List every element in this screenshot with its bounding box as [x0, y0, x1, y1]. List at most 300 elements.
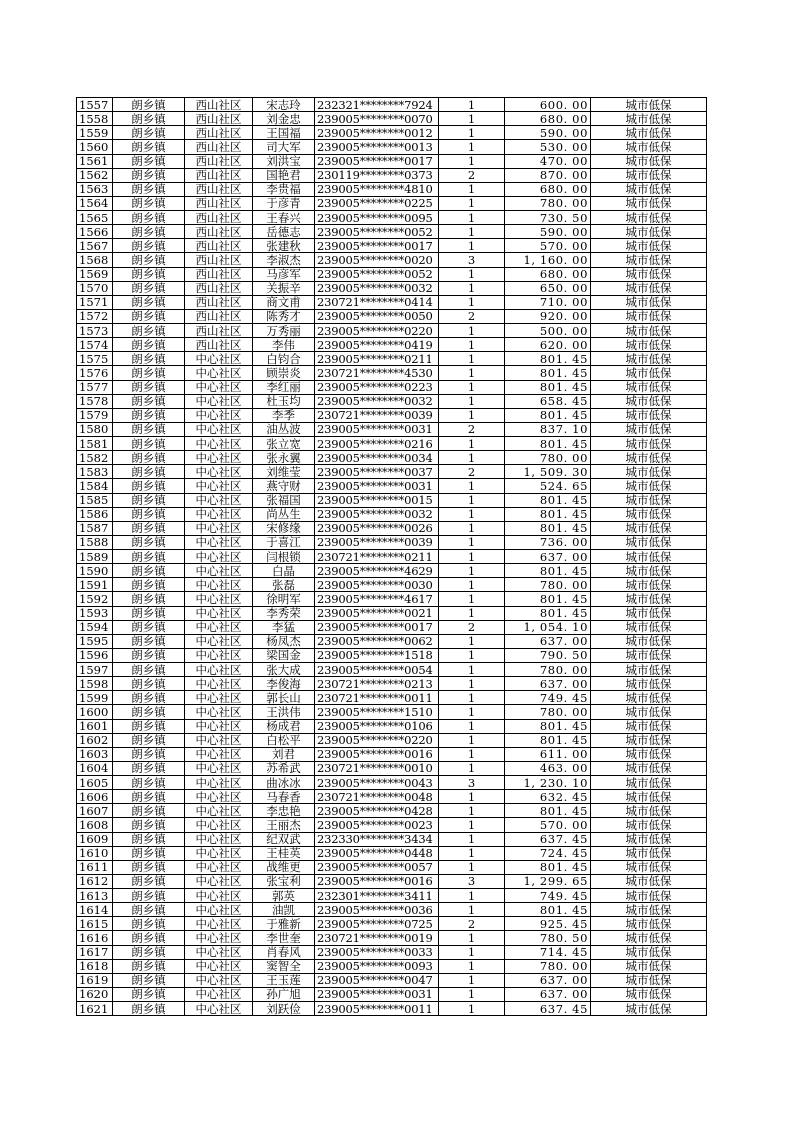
id-number-cell: 239005********0013: [315, 140, 439, 154]
serial-number-cell: 1597: [77, 663, 113, 677]
assistance-type-cell: 城市低保: [591, 493, 707, 507]
recipient-name-cell: 李季: [253, 408, 315, 422]
id-number-cell: 239005********0448: [315, 846, 439, 860]
recipient-name-cell: 于雅新: [253, 917, 315, 931]
recipient-name-cell: 李淑杰: [253, 253, 315, 267]
assistance-type-cell: 城市低保: [591, 620, 707, 634]
community-cell: 西山社区: [185, 112, 253, 126]
amount-cell: 736. 00: [505, 535, 591, 549]
community-cell: 中心社区: [185, 648, 253, 662]
town-cell: 朗乡镇: [113, 437, 185, 451]
amount-cell: 730. 50: [505, 211, 591, 225]
id-number-cell: 239005********0023: [315, 818, 439, 832]
serial-number-cell: 1587: [77, 521, 113, 535]
id-number-cell: 239005********4629: [315, 564, 439, 578]
household-size-cell: 3: [439, 776, 505, 790]
amount-cell: 570. 00: [505, 239, 591, 253]
community-cell: 中心社区: [185, 479, 253, 493]
recipient-name-cell: 宋志玲: [253, 98, 315, 112]
serial-number-cell: 1589: [77, 550, 113, 564]
serial-number-cell: 1599: [77, 691, 113, 705]
id-number-cell: 239005********0031: [315, 987, 439, 1001]
community-cell: 中心社区: [185, 973, 253, 987]
amount-cell: 801. 45: [505, 592, 591, 606]
amount-cell: 1, 054. 10: [505, 620, 591, 634]
assistance-type-cell: 城市低保: [591, 776, 707, 790]
id-number-cell: 232301********3411: [315, 889, 439, 903]
town-cell: 朗乡镇: [113, 126, 185, 140]
household-size-cell: 2: [439, 309, 505, 323]
household-size-cell: 1: [439, 507, 505, 521]
recipient-name-cell: 刘洪宝: [253, 154, 315, 168]
amount-cell: 637. 45: [505, 1002, 591, 1016]
town-cell: 朗乡镇: [113, 648, 185, 662]
household-size-cell: 1: [439, 663, 505, 677]
id-number-cell: 239005********0052: [315, 267, 439, 281]
recipient-name-cell: 李贵福: [253, 182, 315, 196]
id-number-cell: 239005********0428: [315, 804, 439, 818]
serial-number-cell: 1606: [77, 790, 113, 804]
town-cell: 朗乡镇: [113, 182, 185, 196]
town-cell: 朗乡镇: [113, 634, 185, 648]
community-cell: 中心社区: [185, 818, 253, 832]
assistance-type-cell: 城市低保: [591, 578, 707, 592]
serial-number-cell: 1602: [77, 733, 113, 747]
amount-cell: 925. 45: [505, 917, 591, 931]
town-cell: 朗乡镇: [113, 931, 185, 945]
community-cell: 中心社区: [185, 804, 253, 818]
id-number-cell: 239005********0011: [315, 1002, 439, 1016]
town-cell: 朗乡镇: [113, 380, 185, 394]
serial-number-cell: 1596: [77, 648, 113, 662]
id-number-cell: 239005********0052: [315, 225, 439, 239]
serial-number-cell: 1565: [77, 211, 113, 225]
town-cell: 朗乡镇: [113, 761, 185, 775]
recipient-name-cell: 关振辛: [253, 281, 315, 295]
town-cell: 朗乡镇: [113, 521, 185, 535]
community-cell: 中心社区: [185, 408, 253, 422]
id-number-cell: 239005********0037: [315, 465, 439, 479]
community-cell: 中心社区: [185, 945, 253, 959]
community-cell: 中心社区: [185, 1002, 253, 1016]
household-size-cell: 1: [439, 493, 505, 507]
household-size-cell: 1: [439, 677, 505, 691]
id-number-cell: 239005********0036: [315, 903, 439, 917]
community-cell: 中心社区: [185, 493, 253, 507]
household-size-cell: 1: [439, 196, 505, 210]
assistance-type-cell: 城市低保: [591, 267, 707, 281]
town-cell: 朗乡镇: [113, 804, 185, 818]
assistance-type-cell: 城市低保: [591, 691, 707, 705]
serial-number-cell: 1610: [77, 846, 113, 860]
community-cell: 中心社区: [185, 959, 253, 973]
recipient-name-cell: 苏希武: [253, 761, 315, 775]
town-cell: 朗乡镇: [113, 959, 185, 973]
id-number-cell: 239005********0032: [315, 507, 439, 521]
assistance-type-cell: 城市低保: [591, 832, 707, 846]
town-cell: 朗乡镇: [113, 338, 185, 352]
household-size-cell: 1: [439, 705, 505, 719]
table-row: [77, 98, 707, 112]
community-cell: 中心社区: [185, 832, 253, 846]
serial-number-cell: 1566: [77, 225, 113, 239]
recipient-name-cell: 马春香: [253, 790, 315, 804]
amount-cell: 637. 00: [505, 550, 591, 564]
table-row: [77, 338, 707, 352]
town-cell: 朗乡镇: [113, 846, 185, 860]
table-row: [77, 973, 707, 987]
town-cell: 朗乡镇: [113, 493, 185, 507]
serial-number-cell: 1568: [77, 253, 113, 267]
household-size-cell: 1: [439, 225, 505, 239]
community-cell: 中心社区: [185, 874, 253, 888]
community-cell: 中心社区: [185, 578, 253, 592]
id-number-cell: 230721********0211: [315, 550, 439, 564]
table-row: [77, 380, 707, 394]
assistance-type-cell: 城市低保: [591, 535, 707, 549]
household-size-cell: 2: [439, 168, 505, 182]
town-cell: 朗乡镇: [113, 889, 185, 903]
community-cell: 中心社区: [185, 592, 253, 606]
amount-cell: 530. 00: [505, 140, 591, 154]
table-row: [77, 550, 707, 564]
recipient-name-cell: 孙广旭: [253, 987, 315, 1001]
id-number-cell: 232321********7924: [315, 98, 439, 112]
household-size-cell: 1: [439, 140, 505, 154]
recipient-name-cell: 李俊海: [253, 677, 315, 691]
community-cell: 中心社区: [185, 889, 253, 903]
table-row: [77, 182, 707, 196]
community-cell: 中心社区: [185, 677, 253, 691]
household-size-cell: 1: [439, 719, 505, 733]
serial-number-cell: 1603: [77, 747, 113, 761]
id-number-cell: 239005********0032: [315, 281, 439, 295]
assistance-type-cell: 城市低保: [591, 747, 707, 761]
town-cell: 朗乡镇: [113, 677, 185, 691]
id-number-cell: 239005********0017: [315, 620, 439, 634]
community-cell: 中心社区: [185, 606, 253, 620]
serial-number-cell: 1601: [77, 719, 113, 733]
town-cell: 朗乡镇: [113, 578, 185, 592]
table-row: [77, 804, 707, 818]
table-row: [77, 507, 707, 521]
table-row: [77, 634, 707, 648]
amount-cell: 801. 45: [505, 719, 591, 733]
assistance-type-cell: 城市低保: [591, 98, 707, 112]
community-cell: 中心社区: [185, 380, 253, 394]
town-cell: 朗乡镇: [113, 196, 185, 210]
town-cell: 朗乡镇: [113, 154, 185, 168]
town-cell: 朗乡镇: [113, 422, 185, 436]
id-number-cell: 239005********0211: [315, 352, 439, 366]
table-row: [77, 889, 707, 903]
serial-number-cell: 1558: [77, 112, 113, 126]
amount-cell: 801. 45: [505, 408, 591, 422]
community-cell: 西山社区: [185, 267, 253, 281]
table-row: [77, 987, 707, 1001]
household-size-cell: 1: [439, 564, 505, 578]
assistance-type-cell: 城市低保: [591, 959, 707, 973]
id-number-cell: 239005********0216: [315, 437, 439, 451]
amount-cell: 500. 00: [505, 324, 591, 338]
id-number-cell: 239005********0047: [315, 973, 439, 987]
town-cell: 朗乡镇: [113, 309, 185, 323]
amount-cell: 837. 10: [505, 422, 591, 436]
household-size-cell: 1: [439, 211, 505, 225]
id-number-cell: 239005********0031: [315, 479, 439, 493]
id-number-cell: 239005********0026: [315, 521, 439, 535]
assistance-type-cell: 城市低保: [591, 846, 707, 860]
household-size-cell: 2: [439, 620, 505, 634]
town-cell: 朗乡镇: [113, 945, 185, 959]
recipient-name-cell: 李秀荣: [253, 606, 315, 620]
household-size-cell: 1: [439, 846, 505, 860]
amount-cell: 637. 00: [505, 634, 591, 648]
town-cell: 朗乡镇: [113, 225, 185, 239]
id-number-cell: 239005********4617: [315, 592, 439, 606]
table-row: [77, 437, 707, 451]
amount-cell: 801. 45: [505, 366, 591, 380]
household-size-cell: 2: [439, 917, 505, 931]
town-cell: 朗乡镇: [113, 550, 185, 564]
amount-cell: 1, 509. 30: [505, 465, 591, 479]
assistance-type-cell: 城市低保: [591, 677, 707, 691]
town-cell: 朗乡镇: [113, 733, 185, 747]
assistance-type-cell: 城市低保: [591, 1002, 707, 1016]
id-number-cell: 239005********4810: [315, 182, 439, 196]
household-size-cell: 1: [439, 126, 505, 140]
table-row: [77, 903, 707, 917]
table-row: [77, 1002, 707, 1016]
household-size-cell: 1: [439, 733, 505, 747]
id-number-cell: 239005********0223: [315, 380, 439, 394]
household-size-cell: 1: [439, 578, 505, 592]
community-cell: 中心社区: [185, 352, 253, 366]
town-cell: 朗乡镇: [113, 295, 185, 309]
assistance-type-cell: 城市低保: [591, 521, 707, 535]
community-cell: 中心社区: [185, 691, 253, 705]
town-cell: 朗乡镇: [113, 874, 185, 888]
assistance-type-cell: 城市低保: [591, 931, 707, 945]
community-cell: 中心社区: [185, 507, 253, 521]
community-cell: 中心社区: [185, 917, 253, 931]
id-number-cell: 239005********0093: [315, 959, 439, 973]
recipient-name-cell: 曲冰冰: [253, 776, 315, 790]
town-cell: 朗乡镇: [113, 903, 185, 917]
serial-number-cell: 1591: [77, 578, 113, 592]
serial-number-cell: 1564: [77, 196, 113, 210]
amount-cell: 658. 45: [505, 394, 591, 408]
amount-cell: 590. 00: [505, 126, 591, 140]
household-size-cell: 1: [439, 903, 505, 917]
id-number-cell: 230721********0213: [315, 677, 439, 691]
serial-number-cell: 1561: [77, 154, 113, 168]
serial-number-cell: 1615: [77, 917, 113, 931]
community-cell: 中心社区: [185, 846, 253, 860]
assistance-type-cell: 城市低保: [591, 140, 707, 154]
serial-number-cell: 1598: [77, 677, 113, 691]
assistance-type-cell: 城市低保: [591, 479, 707, 493]
serial-number-cell: 1600: [77, 705, 113, 719]
id-number-cell: 239005********0095: [315, 211, 439, 225]
table-row: [77, 479, 707, 493]
serial-number-cell: 1562: [77, 168, 113, 182]
town-cell: 朗乡镇: [113, 564, 185, 578]
table-row: [77, 606, 707, 620]
table-row: [77, 168, 707, 182]
table-row: [77, 408, 707, 422]
household-size-cell: 1: [439, 987, 505, 1001]
table-row: [77, 126, 707, 140]
id-number-cell: 239005********0057: [315, 860, 439, 874]
town-cell: 朗乡镇: [113, 253, 185, 267]
serial-number-cell: 1570: [77, 281, 113, 295]
assistance-type-cell: 城市低保: [591, 945, 707, 959]
recipient-name-cell: 王桂英: [253, 846, 315, 860]
serial-number-cell: 1607: [77, 804, 113, 818]
amount-cell: 463. 00: [505, 761, 591, 775]
town-cell: 朗乡镇: [113, 535, 185, 549]
assistance-type-cell: 城市低保: [591, 366, 707, 380]
serial-number-cell: 1617: [77, 945, 113, 959]
serial-number-cell: 1563: [77, 182, 113, 196]
serial-number-cell: 1592: [77, 592, 113, 606]
serial-number-cell: 1619: [77, 973, 113, 987]
household-size-cell: 1: [439, 634, 505, 648]
serial-number-cell: 1581: [77, 437, 113, 451]
id-number-cell: 230721********0011: [315, 691, 439, 705]
amount-cell: 749. 45: [505, 691, 591, 705]
assistance-type-cell: 城市低保: [591, 451, 707, 465]
community-cell: 中心社区: [185, 394, 253, 408]
household-size-cell: 3: [439, 874, 505, 888]
amount-cell: 780. 00: [505, 578, 591, 592]
serial-number-cell: 1560: [77, 140, 113, 154]
table-row: [77, 761, 707, 775]
id-number-cell: 239005********0016: [315, 874, 439, 888]
household-size-cell: 1: [439, 648, 505, 662]
recipient-name-cell: 战维更: [253, 860, 315, 874]
amount-cell: 470. 00: [505, 154, 591, 168]
amount-cell: 801. 45: [505, 606, 591, 620]
recipient-name-cell: 李忠艳: [253, 804, 315, 818]
recipient-name-cell: 白钧合: [253, 352, 315, 366]
household-size-cell: 3: [439, 253, 505, 267]
community-cell: 中心社区: [185, 761, 253, 775]
amount-cell: 780. 00: [505, 196, 591, 210]
serial-number-cell: 1569: [77, 267, 113, 281]
roster-body: [77, 98, 707, 1016]
amount-cell: 801. 45: [505, 521, 591, 535]
id-number-cell: 239005********0034: [315, 451, 439, 465]
recipient-name-cell: 王丽杰: [253, 818, 315, 832]
recipient-name-cell: 张磊: [253, 578, 315, 592]
id-number-cell: 239005********0220: [315, 733, 439, 747]
amount-cell: 790. 50: [505, 648, 591, 662]
serial-number-cell: 1620: [77, 987, 113, 1001]
household-size-cell: 1: [439, 535, 505, 549]
serial-number-cell: 1585: [77, 493, 113, 507]
serial-number-cell: 1557: [77, 98, 113, 112]
amount-cell: 780. 50: [505, 931, 591, 945]
table-row: [77, 747, 707, 761]
household-size-cell: 2: [439, 422, 505, 436]
community-cell: 西山社区: [185, 253, 253, 267]
serial-number-cell: 1613: [77, 889, 113, 903]
table-row: [77, 196, 707, 210]
table-row: [77, 564, 707, 578]
id-number-cell: 239005********0020: [315, 253, 439, 267]
community-cell: 西山社区: [185, 182, 253, 196]
household-size-cell: 1: [439, 380, 505, 394]
household-size-cell: 1: [439, 394, 505, 408]
id-number-cell: 230721********4530: [315, 366, 439, 380]
recipient-name-cell: 白松平: [253, 733, 315, 747]
amount-cell: 780. 00: [505, 663, 591, 677]
recipient-name-cell: 梁国金: [253, 648, 315, 662]
town-cell: 朗乡镇: [113, 239, 185, 253]
recipient-name-cell: 窦智全: [253, 959, 315, 973]
community-cell: 西山社区: [185, 295, 253, 309]
town-cell: 朗乡镇: [113, 691, 185, 705]
household-size-cell: 1: [439, 832, 505, 846]
serial-number-cell: 1588: [77, 535, 113, 549]
serial-number-cell: 1571: [77, 295, 113, 309]
amount-cell: 620. 00: [505, 338, 591, 352]
id-number-cell: 239005********0030: [315, 578, 439, 592]
community-cell: 中心社区: [185, 437, 253, 451]
recipient-name-cell: 徐明军: [253, 592, 315, 606]
assistance-type-cell: 城市低保: [591, 860, 707, 874]
table-row: [77, 874, 707, 888]
id-number-cell: 239005********0012: [315, 126, 439, 140]
town-cell: 朗乡镇: [113, 663, 185, 677]
recipient-name-cell: 张建秋: [253, 239, 315, 253]
recipient-name-cell: 万秀丽: [253, 324, 315, 338]
community-cell: 中心社区: [185, 705, 253, 719]
recipient-name-cell: 纪双武: [253, 832, 315, 846]
assistance-type-cell: 城市低保: [591, 634, 707, 648]
recipient-name-cell: 张福国: [253, 493, 315, 507]
serial-number-cell: 1611: [77, 860, 113, 874]
recipient-name-cell: 郭英: [253, 889, 315, 903]
recipient-name-cell: 油凯: [253, 903, 315, 917]
household-size-cell: 1: [439, 437, 505, 451]
id-number-cell: 239005********0225: [315, 196, 439, 210]
town-cell: 朗乡镇: [113, 832, 185, 846]
assistance-type-cell: 城市低保: [591, 338, 707, 352]
serial-number-cell: 1576: [77, 366, 113, 380]
household-size-cell: 1: [439, 959, 505, 973]
recipient-name-cell: 于喜江: [253, 535, 315, 549]
serial-number-cell: 1559: [77, 126, 113, 140]
household-size-cell: 1: [439, 182, 505, 196]
recipient-name-cell: 王玉莲: [253, 973, 315, 987]
assistance-type-cell: 城市低保: [591, 352, 707, 366]
community-cell: 西山社区: [185, 211, 253, 225]
table-row: [77, 860, 707, 874]
community-cell: 中心社区: [185, 931, 253, 945]
community-cell: 西山社区: [185, 338, 253, 352]
recipient-name-cell: 顾崇炎: [253, 366, 315, 380]
assistance-type-cell: 城市低保: [591, 874, 707, 888]
recipient-name-cell: 闫根锁: [253, 550, 315, 564]
assistance-type-cell: 城市低保: [591, 465, 707, 479]
amount-cell: 637. 45: [505, 832, 591, 846]
assistance-type-cell: 城市低保: [591, 126, 707, 140]
id-number-cell: 239005********0220: [315, 324, 439, 338]
community-cell: 中心社区: [185, 634, 253, 648]
